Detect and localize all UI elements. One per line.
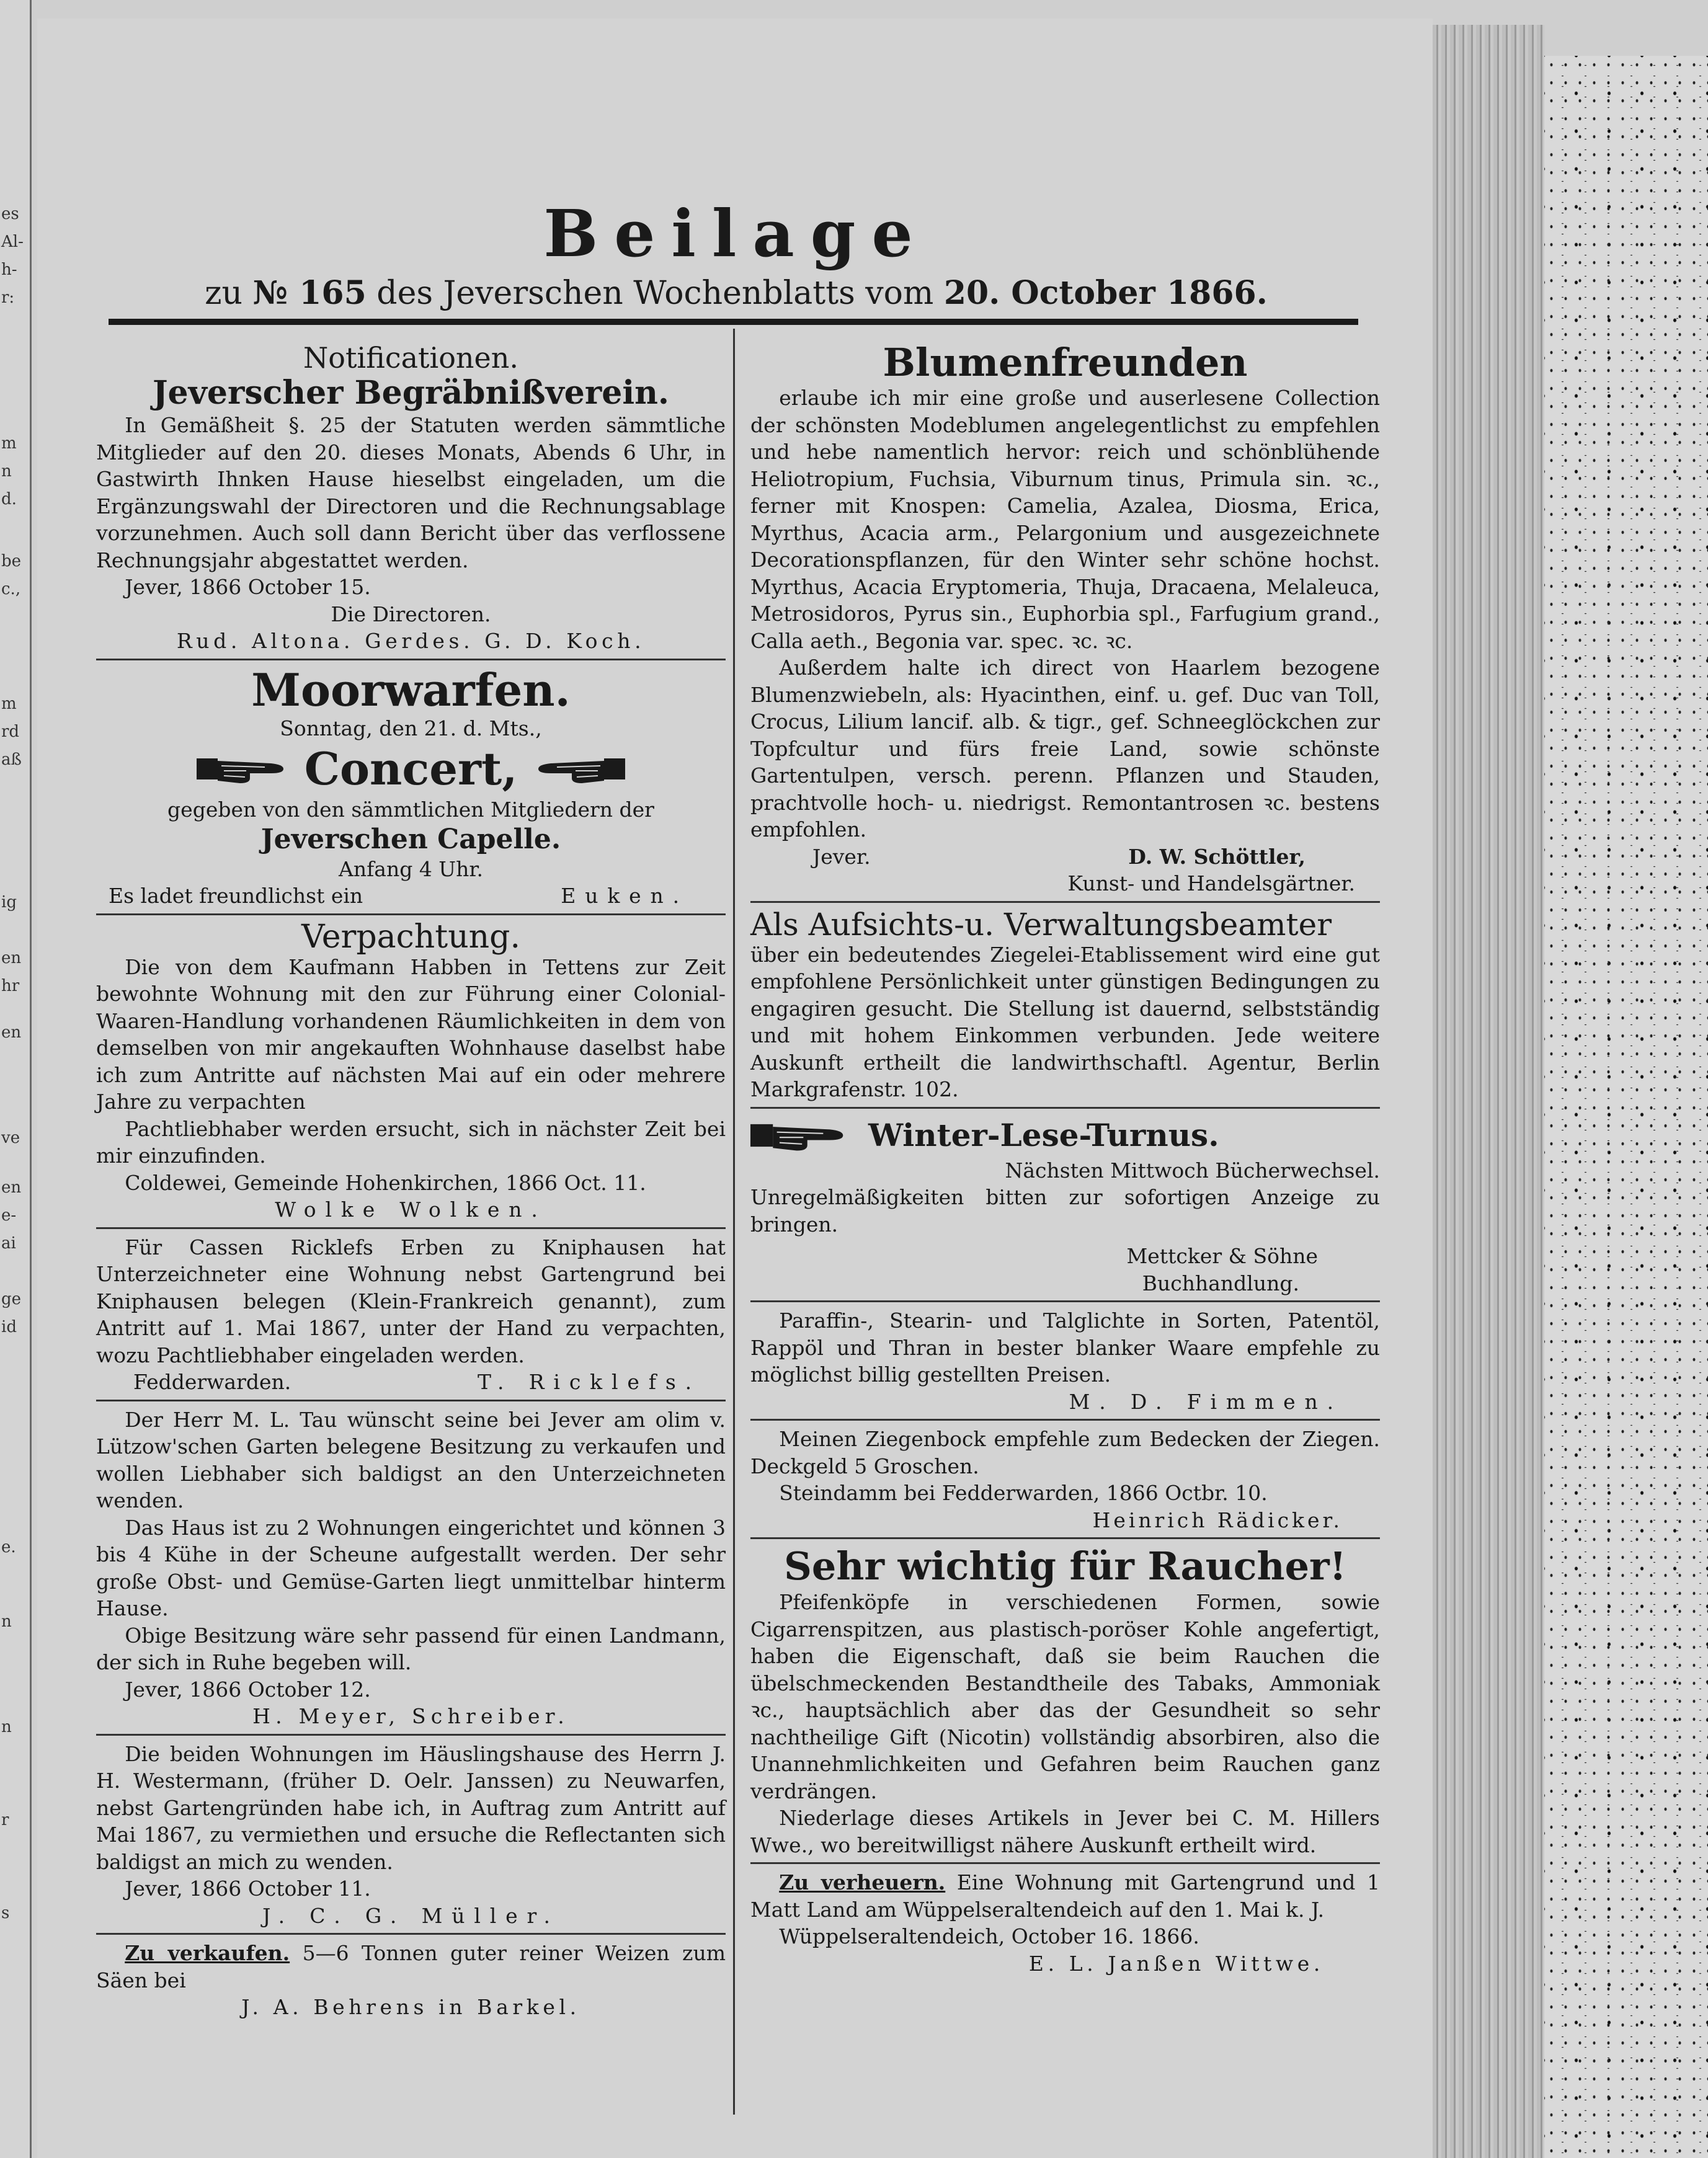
- page-title: Beilage: [543, 195, 929, 272]
- tau-body-2: Das Haus ist zu 2 Wohnungen eingerichtet und können 3 bis 4 Kühe in der Scheune aufgestallt werden. Der sehr große Obst- und Gemüse-Garten liegt unmittelbar hinterm Hause.: [96, 1515, 726, 1620]
- verheuern-heading: Zu verheuern.: [779, 1870, 946, 1894]
- margin-fragment: h-: [1, 260, 17, 279]
- capelle-title: Jeverschen Capelle.: [260, 823, 561, 855]
- ziege-date: Steindamm bei Fedderwarden, 1866 Octbr. 10.: [779, 1481, 1268, 1505]
- separator: [750, 1300, 1380, 1302]
- pointing-hand-left-icon: [532, 750, 625, 788]
- margin-fragment: ge: [1, 1290, 22, 1308]
- margin-fragment: id: [1, 1318, 17, 1336]
- separator: [750, 1537, 1380, 1539]
- verkauf-text: Zu verkaufen. 5—6 Tonnen guter reiner Weizen zum Säen bei: [96, 1941, 726, 1992]
- separator: [750, 1419, 1380, 1421]
- winter-body: Unregelmäßigkeiten bitten zur sofortigen Anzeige zu bringen.: [750, 1185, 1380, 1237]
- blumen-sign: D. W. Schöttler,: [1128, 844, 1305, 869]
- margin-fragment: m: [1, 695, 17, 713]
- concert-start: Anfang 4 Uhr.: [338, 856, 484, 881]
- concert-invite: Es ladet freundlichst ein Euken.: [96, 882, 726, 910]
- margin-fragment: n: [1, 462, 12, 481]
- margin-fragment: en: [1, 949, 22, 967]
- verein-body: In Gemäßheit §. 25 der Statuten werden sämmtliche Mitglieder auf den 20. dieses Monats, Abends 6 Uhr, in Gastwirth Ihnken Hause hieselbst eingeladen, um die Ergänzungswahl der Directoren und die Rechnungsablage vorzunehmen. Auch soll dann Bericht über das verflossene Rechnungsjahr abgestattet werden.: [96, 413, 726, 572]
- concert-line: gegeben von den sämmtlichen Mitgliedern der: [167, 797, 654, 822]
- left-column: [96, 341, 726, 2021]
- verpachtung-date: Coldewei, Gemeinde Hohenkirchen, 1866 Oct. 11.: [125, 1170, 646, 1195]
- mueller-sign: J. C. G. Müller.: [262, 1903, 559, 1928]
- margin-fragment: n: [1, 1612, 12, 1631]
- verein-date: Jever, 1866 October 15.: [125, 575, 371, 599]
- margin-fragment: be: [1, 552, 22, 571]
- concert-row: [96, 744, 726, 794]
- concert-sign: Euken.: [561, 884, 688, 908]
- verkauf-heading: Zu verkaufen.: [125, 1941, 290, 1965]
- tau-body: Der Herr M. L. Tau wünscht seine bei Jever am olim v. Lützow'schen Garten belegene Besitzung zu verkaufen und wollen Liebhaber sich baldigst an den Unterzeichneten wenden.: [96, 1407, 726, 1512]
- separator: [750, 1862, 1380, 1864]
- verheuern-sign: E. L. Janßen Wittwe.: [1028, 1951, 1324, 1976]
- moorwarfen-title: Moorwarfen.: [251, 663, 571, 716]
- margin-fragment: e.: [1, 1538, 16, 1556]
- blumen-sign-2: Kunst- und Handelsgärtner.: [1067, 871, 1355, 895]
- verpachtung-title: Verpachtung.: [301, 918, 520, 956]
- issue-date: 20. October 1866.: [943, 274, 1268, 312]
- book-page-edges: [1433, 25, 1544, 2158]
- concert-title: Concert,: [304, 742, 518, 795]
- tau-sign: H. Meyer, Schreiber.: [252, 1704, 569, 1728]
- margin-fragment: c.,: [1, 580, 21, 598]
- separator: [96, 1227, 726, 1229]
- raucher-title: Sehr wichtig für Raucher!: [784, 1543, 1346, 1589]
- margin-fragment: ve: [1, 1129, 20, 1147]
- verein-title: Jeverscher Begräbnißverein.: [152, 374, 670, 412]
- issue-number: № 165: [252, 274, 367, 312]
- margin-fragment: e-: [1, 1206, 17, 1225]
- margin-fragment: en: [1, 1178, 22, 1197]
- winter-title: Winter-Lese-Turnus.: [868, 1116, 1219, 1153]
- margin-fragment: r:: [1, 288, 15, 307]
- paraffin-sign: M. D. Fimmen.: [1069, 1389, 1343, 1414]
- margin-fragment: aß: [1, 750, 22, 769]
- blumen-title: Blumenfreunden: [883, 340, 1248, 385]
- margin-fragment: ai: [1, 1234, 16, 1253]
- separator: [96, 659, 726, 660]
- winter-heading-row: [750, 1114, 1380, 1157]
- header-rule: [109, 319, 1358, 325]
- margin-fragment: r: [1, 1811, 9, 1829]
- previous-page-margin: [0, 0, 32, 2158]
- right-column: [750, 341, 1380, 1977]
- moorwarfen-date: Sonntag, den 21. d. Mts.,: [280, 716, 542, 740]
- mueller-body: Die beiden Wohnungen im Häuslingshause des Herrn J. H. Westermann, (früher D. Oelr. Janssen) zu Neuwarfen, nebst Gartengründen habe ich, in Auftrag zum Antritt auf Mai 1867, zu vermiethen und ersuche die Reflectanten sich baldigst an mich zu wenden.: [96, 1741, 726, 1874]
- tau-body-3: Obige Besitzung wäre sehr passend für einen Landmann, der sich in Ruhe begeben will.: [96, 1623, 726, 1674]
- ricklefs-sign-row: Fedderwarden. T. Ricklefs.: [96, 1369, 726, 1396]
- verheuern-text: Zu verheuern. Eine Wohnung mit Gartengrund und 1 Matt Land am Wüppelseraltendeich auf den 1. Mai k. J.: [750, 1870, 1380, 1922]
- margin-fragment: rd: [1, 722, 20, 741]
- column-divider: [733, 329, 735, 2115]
- verein-sign-names: Rud. Altona. Gerdes. G. D. Koch.: [176, 629, 646, 653]
- separator: [750, 901, 1380, 903]
- verein-sign-title: Die Directoren.: [331, 602, 491, 626]
- margin-fragment: s: [1, 1904, 10, 1922]
- margin-fragment: es: [1, 205, 19, 223]
- page-subtitle: zu № 165 des Jeverschen Wochenblatts vom 20. October 1866.: [205, 274, 1268, 312]
- separator: [96, 1400, 726, 1401]
- margin-fragment: n: [1, 1718, 12, 1736]
- margin-fragment: d.: [1, 490, 17, 508]
- verpachtung-body: Die von dem Kaufmann Habben in Tettens zur Zeit bewohnte Wohnung mit den zur Führung einer Colonial-Waaren-Handlung vorhandenen Räumlichkeiten in dem von demselben von mir angekauften Wohnhause daselbst habe ich zum Antritte auf nächsten Mai auf ein oder mehrere Jahre zu verpachten: [96, 954, 726, 1114]
- ricklefs-body: Für Cassen Ricklefs Erben zu Kniphausen hat Unterzeichneter eine Wohnung nebst Gartengrund bei Kniphausen belegen (Klein-Frankreich genannt), zum Antritt auf 1. Mai 1867, unter der Hand zu verpachten, wozu Pachtliebhaber eingeladen werden.: [96, 1235, 726, 1367]
- verheuern-date: Wüppelseraltendeich, October 16. 1866.: [779, 1924, 1199, 1948]
- winter-sign-2: Buchhandlung.: [1142, 1271, 1299, 1295]
- margin-fragment: en: [1, 1023, 22, 1042]
- raucher-body-2: Niederlage dieses Artikels in Jever bei C. M. Hillers Wwe., wo bereitwilligst nähere Auskunft ertheilt wird.: [750, 1806, 1380, 1857]
- verpachtung-body-2: Pachtliebhaber werden ersucht, sich in nächster Zeit bei mir einzufinden.: [96, 1116, 726, 1168]
- paraffin-body: Paraffin-, Stearin- und Talglichte in Sorten, Patentöl, Rappöl und Thran in bester blanker Waare empfehle zu möglichst billig gestellten Preisen.: [750, 1308, 1380, 1387]
- tau-date: Jever, 1866 October 12.: [125, 1677, 371, 1702]
- margin-fragment: hr: [1, 977, 20, 995]
- separator: [96, 1734, 726, 1736]
- beamter-body: über ein bedeutendes Ziegelei-Etablissement wird eine gut empfohlene Persönlichkeit unter günstigen Bedingungen zu engagiren gesucht. Die Stellung ist dauernd, selbstständig und mit hohem Einkommen verbunden. Jede weitere Auskunft ertheilt die landwirthschaftl. Agentur, Berlin Markgrafenstr. 102.: [750, 942, 1380, 1101]
- blumen-body: erlaube ich mir eine große und auserlesene Collection der schönsten Modeblumen angelegentlichst zu empfehlen und hebe namentlich hervor: reich und schönblühende Heliotropium, Fuchsia, Viburnum tinus, Primula sin. ꝛc., ferner mit Knospen: Camelia, Azalea, Diosma, Erica, Myrthus, Acacia arm., Pelargonium und ausgezeichnete Decorationspflanzen, für den Winter sehr schöne hochst. Myrthus, Acacia Eryptomeria, Thuja, Dracaena, Melaleuca, Metrosidoros, Pyrus sin., Euphorbia spl., Farfugium grand., Calla aeth., Begonia var. spec. ꝛc. ꝛc.: [750, 386, 1380, 653]
- blumen-sign-row: Jever. D. W. Schöttler,: [750, 843, 1380, 871]
- separator: [750, 1107, 1380, 1109]
- blumen-body-2: Außerdem halte ich direct von Haarlem bezogene Blumenzwiebeln, als: Hyacinthen, einf. u. gef. Duc van Toll, Crocus, Lilium lancif. alb. & tigr., gef. Schneeglöckchen zur Topfcultur und fürs freie Land, sowie schönste Gartentulpen, versch. perenn. Pflanzen und Stauden, prachtvolle hoch- u. niedrigst. Remontantrosen ꝛc. bestens empfohlen.: [750, 655, 1380, 841]
- beamter-title: Als Aufsichts-u. Verwaltungsbeamter: [750, 906, 1332, 943]
- ziege-sign: Heinrich Rädicker.: [1092, 1507, 1343, 1532]
- ricklefs-sign: T. Ricklefs.: [478, 1370, 701, 1394]
- winter-sign: Mettcker & Söhne: [1126, 1244, 1318, 1268]
- margin-fragment: ig: [1, 893, 17, 912]
- ziege-body: Meinen Ziegenbock empfehle zum Bedecken der Ziegen. Deckgeld 5 Groschen.: [750, 1427, 1380, 1478]
- verpachtung-sign: Wolke Wolken.: [275, 1197, 547, 1222]
- notifications-heading: Notificationen.: [303, 341, 518, 375]
- mueller-date: Jever, 1866 October 11.: [125, 1876, 371, 1901]
- pointing-hand-right-icon: [197, 750, 290, 788]
- margin-fragment: m: [1, 434, 17, 453]
- margin-fragment: Al-: [1, 233, 24, 251]
- verkauf-sign: J. A. Behrens in Barkel.: [241, 1995, 580, 2019]
- separator: [96, 1933, 726, 1935]
- winter-line-1: Nächsten Mittwoch Bücherwechsel.: [1005, 1158, 1380, 1183]
- newspaper-page: [37, 19, 1433, 2158]
- raucher-body: Pfeifenköpfe in verschiedenen Formen, sowie Cigarrenspitzen, aus plastisch-poröser Kohle angefertigt, haben die Eigenschaft, daß sie beim Rauchen die übelschmeckenden Bestandtheile des Tabaks, Ammoniak ꝛc., hauptsächlich aber das der Gesundheit so sehr nachtheilige Gift (Nicotin) vollständig absorbiren, also die Unannehmlichkeiten und Gefahren beim Rauchen ganz verdrängen.: [750, 1590, 1380, 1803]
- pointing-hand-right-icon: [750, 1114, 850, 1157]
- separator: [96, 913, 726, 915]
- speckled-book-edge: [1544, 56, 1708, 2158]
